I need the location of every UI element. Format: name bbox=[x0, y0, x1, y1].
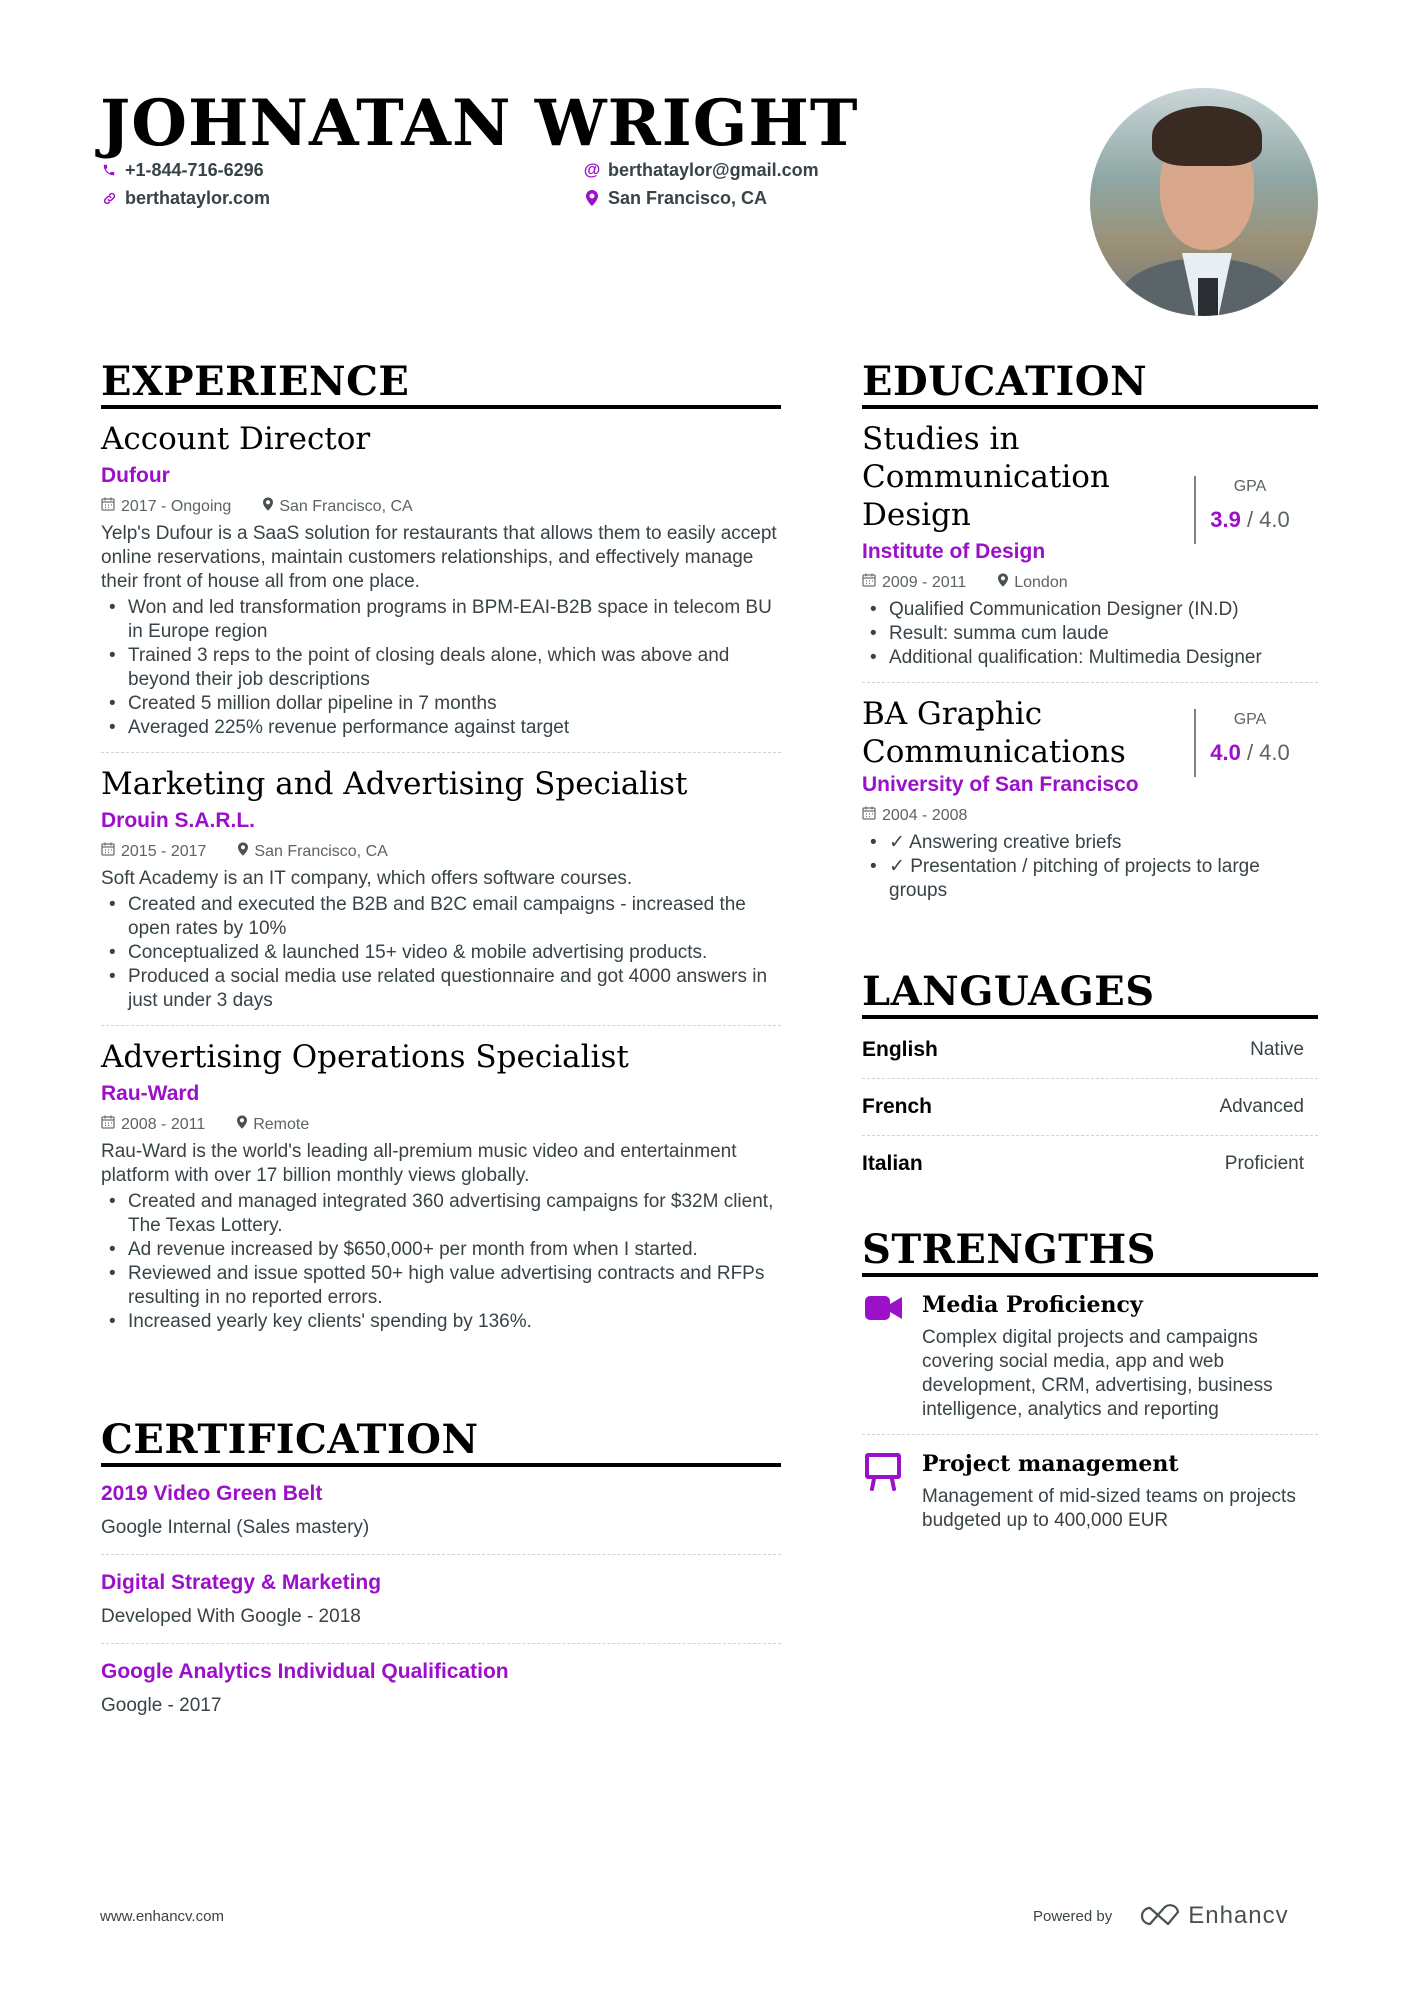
calendar-icon bbox=[862, 572, 876, 594]
profile-photo bbox=[1090, 88, 1318, 316]
enhancv-logo-icon bbox=[1134, 1904, 1180, 1928]
divider bbox=[101, 1554, 781, 1555]
bullet-item: • Result: summa cum laude bbox=[862, 622, 1318, 646]
education-dates: 2009 - 2011 bbox=[882, 574, 967, 591]
divider bbox=[862, 682, 1318, 683]
company-name: Rau-Ward bbox=[101, 1082, 200, 1105]
education-dates: 2004 - 2008 bbox=[882, 807, 968, 824]
strength-item bbox=[862, 1449, 1318, 1533]
bullet-item: • Qualified Communication Designer (IN.D) bbox=[862, 598, 1318, 622]
bullet-item: • Trained 3 reps to the point of closing deals alone, which was above and beyond their job descriptions bbox=[101, 644, 781, 692]
at-sign-icon: @ bbox=[583, 160, 601, 179]
calendar-icon bbox=[862, 805, 876, 827]
job-dates: 2015 - 2017 bbox=[121, 843, 207, 860]
cert-name: 2019 Video Green Belt bbox=[101, 1482, 323, 1505]
job-bullets bbox=[101, 893, 781, 1013]
bullet-item: • Created and executed the B2B and B2C email campaigns - increased the open rates by 10% bbox=[101, 893, 781, 941]
job-dates: 2008 - 2011 bbox=[121, 1116, 206, 1133]
gpa-score: 4.0 bbox=[1210, 740, 1241, 765]
language-level: Native bbox=[1250, 1039, 1304, 1060]
contact-email[interactable] bbox=[584, 158, 819, 182]
experience-rule bbox=[101, 405, 781, 409]
education-heading: EDUCATION bbox=[862, 358, 1148, 405]
job-bullets bbox=[101, 596, 781, 740]
cert-org: Developed With Google - 2018 bbox=[101, 1606, 361, 1627]
cert-name: Google Analytics Individual Qualification bbox=[101, 1660, 509, 1683]
degree-title: Studies in Communication Design bbox=[862, 421, 1110, 533]
gpa-score: 3.9 bbox=[1210, 507, 1241, 532]
gpa-max: / 4.0 bbox=[1246, 507, 1290, 532]
bullet-item: • Reviewed and issue spotted 50+ high value advertising contracts and RFPs resulting in no reported errors. bbox=[101, 1262, 781, 1310]
cert-entry bbox=[101, 1658, 781, 1718]
job-description: Rau-Ward is the world's leading all-premium music video and entertainment platform with over 17 billion monthly views globally. bbox=[101, 1141, 737, 1186]
location-pin-icon bbox=[237, 1114, 247, 1136]
school-name: Institute of Design bbox=[862, 540, 1046, 563]
certification-rule bbox=[101, 1463, 781, 1467]
location-pin-icon bbox=[584, 190, 600, 206]
brand-name: Enhancv bbox=[1188, 1902, 1289, 1929]
language-level: Advanced bbox=[1219, 1096, 1304, 1117]
contact-phone[interactable] bbox=[101, 158, 264, 182]
job-entry bbox=[101, 765, 781, 1013]
job-entry bbox=[101, 420, 781, 740]
job-bullets bbox=[101, 1190, 781, 1334]
cert-org: Google Internal (Sales mastery) bbox=[101, 1517, 370, 1538]
gpa-box bbox=[1194, 476, 1304, 544]
job-title: Marketing and Advertising Specialist bbox=[101, 766, 688, 802]
bullet-item: • Increased yearly key clients' spending by 136%. bbox=[101, 1310, 781, 1334]
gpa-value bbox=[1196, 504, 1304, 536]
job-meta bbox=[101, 496, 781, 518]
link-icon bbox=[101, 190, 117, 206]
company-name: Drouin S.A.R.L. bbox=[101, 809, 255, 832]
strength-description: Complex digital projects and campaigns covering social media, app and web development, CRM, advertising, business intelligence, analytics and reporting bbox=[922, 1327, 1273, 1420]
gpa-label: GPA bbox=[1233, 711, 1267, 728]
footer-powered-by[interactable] bbox=[1033, 1902, 1289, 1930]
language-level: Proficient bbox=[1224, 1153, 1304, 1174]
location-pin-icon bbox=[263, 496, 273, 518]
certification-section bbox=[101, 1480, 781, 1718]
website-text: berthataylor.com bbox=[125, 187, 271, 208]
strengths-rule bbox=[862, 1273, 1318, 1277]
gpa-label: GPA bbox=[1233, 478, 1267, 495]
bullet-item: • Ad revenue increased by $650,000+ per month from when I started. bbox=[101, 1238, 781, 1262]
experience-section bbox=[101, 420, 781, 1334]
strength-description: Management of mid-sized teams on projects budgeted up to 400,000 EUR bbox=[922, 1486, 1296, 1531]
strengths-heading: STRENGTHS bbox=[862, 1226, 1157, 1273]
strength-title: Media Proficiency bbox=[922, 1292, 1143, 1318]
bullet-item: • ✓ Presentation / pitching of projects to large groups bbox=[862, 855, 1318, 903]
divider bbox=[101, 1643, 781, 1644]
contact-location bbox=[584, 186, 767, 210]
bullet-item: • Additional qualification: Multimedia Designer bbox=[862, 646, 1318, 670]
divider bbox=[862, 1434, 1318, 1435]
experience-heading: EXPERIENCE bbox=[101, 358, 410, 405]
calendar-icon bbox=[101, 1114, 115, 1136]
job-entry bbox=[101, 1038, 781, 1334]
bullet-item: • Conceptualized & launched 15+ video & mobile advertising products. bbox=[101, 941, 781, 965]
gpa-box bbox=[1194, 709, 1304, 777]
education-bullets bbox=[862, 598, 1318, 670]
gpa-value bbox=[1196, 737, 1304, 769]
education-meta bbox=[862, 805, 1318, 827]
location-pin-icon bbox=[998, 572, 1008, 594]
language-name: French bbox=[862, 1095, 933, 1118]
calendar-icon bbox=[101, 496, 115, 518]
education-entry bbox=[862, 695, 1318, 903]
phone-text: +1-844-716-6296 bbox=[125, 159, 264, 180]
education-location: London bbox=[1014, 574, 1068, 591]
job-location: San Francisco, CA bbox=[279, 498, 413, 515]
presentation-board-icon bbox=[864, 1453, 904, 1485]
cert-entry bbox=[101, 1480, 781, 1540]
bullet-item: • Produced a social media use related questionnaire and got 4000 answers in just under 3 days bbox=[101, 965, 781, 1013]
location-text: San Francisco, CA bbox=[608, 187, 768, 208]
education-section bbox=[862, 420, 1318, 903]
job-title: Account Director bbox=[101, 421, 371, 457]
gpa-max: / 4.0 bbox=[1246, 740, 1290, 765]
job-location: Remote bbox=[253, 1116, 310, 1133]
job-description: Yelp's Dufour is a SaaS solution for restaurants that allows them to easily accept online reservations, maintain customers relationships, and effectively manage their front of house all from one place. bbox=[101, 523, 777, 592]
divider bbox=[101, 752, 781, 753]
job-location: San Francisco, CA bbox=[254, 843, 388, 860]
phone-icon bbox=[101, 162, 117, 178]
languages-rule bbox=[862, 1015, 1318, 1019]
cert-org: Google - 2017 bbox=[101, 1695, 222, 1716]
bullet-item: • Created 5 million dollar pipeline in 7 months bbox=[101, 692, 781, 716]
language-row bbox=[862, 1022, 1318, 1078]
powered-by-label: Powered by bbox=[1033, 1907, 1113, 1925]
job-description: Soft Academy is an IT company, which offers software courses. bbox=[101, 868, 633, 889]
education-rule bbox=[862, 405, 1318, 409]
email-text: berthataylor@gmail.com bbox=[608, 159, 819, 180]
education-bullets bbox=[862, 831, 1318, 903]
bullet-item: • Created and managed integrated 360 advertising campaigns for $32M client, The Texas Lottery. bbox=[101, 1190, 781, 1238]
job-dates: 2017 - Ongoing bbox=[121, 498, 232, 515]
bullet-item: • ✓ Answering creative briefs bbox=[862, 831, 1318, 855]
candidate-name: JOHNATAN WRIGHT bbox=[100, 86, 859, 161]
cert-name: Digital Strategy & Marketing bbox=[101, 1571, 382, 1594]
certification-heading: CERTIFICATION bbox=[101, 1416, 479, 1463]
language-name: Italian bbox=[862, 1152, 923, 1175]
language-row bbox=[862, 1079, 1318, 1135]
strengths-section bbox=[862, 1290, 1318, 1533]
divider bbox=[101, 1025, 781, 1026]
company-name: Dufour bbox=[101, 464, 170, 487]
degree-title: BA Graphic Communications bbox=[862, 696, 1126, 770]
bullet-item: • Averaged 225% revenue performance against target bbox=[101, 716, 781, 740]
job-meta bbox=[101, 841, 781, 863]
bullet-item: • Won and led transformation programs in BPM-EAI-B2B space in telecom BU in Europe region bbox=[101, 596, 781, 644]
contact-website[interactable] bbox=[101, 186, 270, 210]
strength-title: Project management bbox=[922, 1451, 1179, 1477]
language-row bbox=[862, 1136, 1318, 1192]
languages-heading: LANGUAGES bbox=[862, 968, 1155, 1015]
job-title: Advertising Operations Specialist bbox=[101, 1039, 629, 1075]
strength-item bbox=[862, 1290, 1318, 1422]
calendar-icon bbox=[101, 841, 115, 863]
footer-website-link[interactable]: www.enhancv.com bbox=[100, 1908, 224, 1925]
language-name: English bbox=[862, 1038, 938, 1061]
location-pin-icon bbox=[238, 841, 248, 863]
cert-entry bbox=[101, 1569, 781, 1629]
school-name: University of San Francisco bbox=[862, 773, 1139, 796]
education-entry bbox=[862, 420, 1318, 670]
video-camera-icon bbox=[864, 1294, 904, 1326]
job-meta bbox=[101, 1114, 781, 1136]
languages-section bbox=[862, 1022, 1318, 1192]
education-meta bbox=[862, 572, 1318, 594]
enhancv-logo bbox=[1134, 1902, 1288, 1930]
